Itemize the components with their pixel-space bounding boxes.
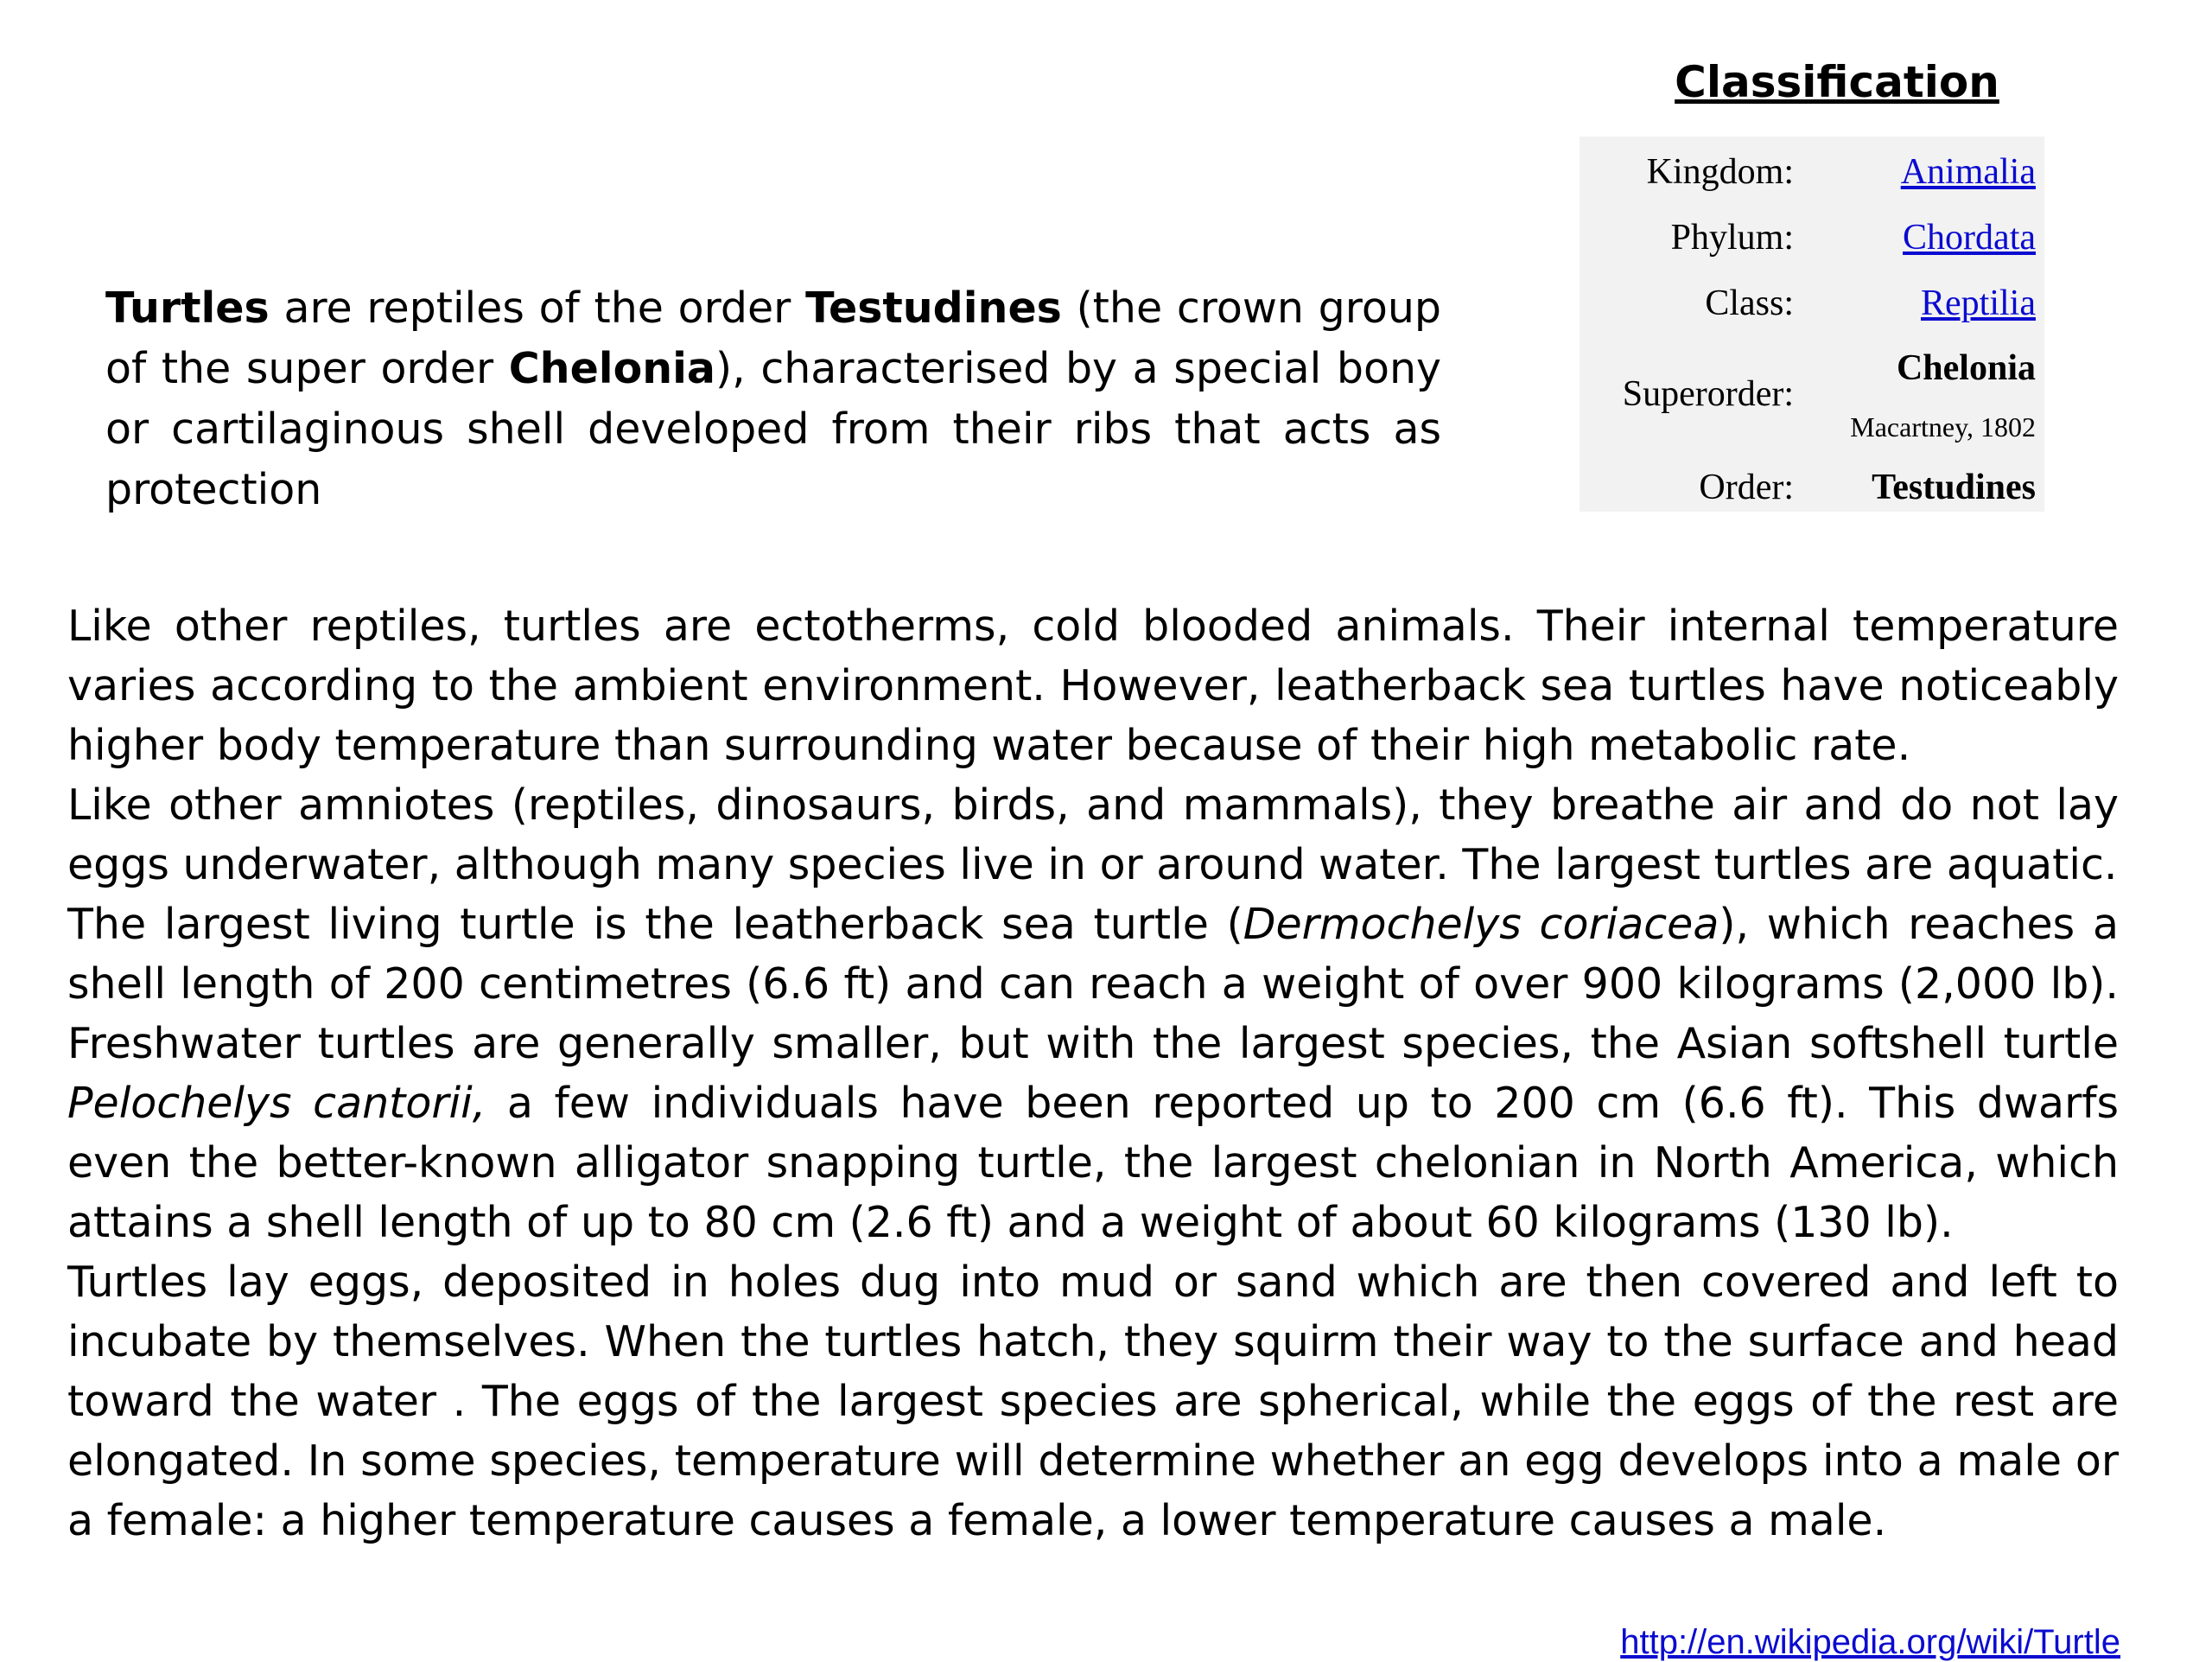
intro-paragraph [105, 278, 1441, 520]
paragraph-amniotes: Like other amniotes (reptiles, dinosaurs, birds, and mammals), they breathe air and do not lay eggs underwater, although many species live in or around water. The largest turtles are aquatic. [67, 780, 2119, 889]
intro-term-chelonia: Chelonia [508, 344, 716, 393]
rank-kingdom: Kingdom: [1646, 152, 1794, 192]
p3-text-1: The largest living turtle is the leatherback sea turtle ( [67, 900, 1243, 949]
kingdom-link[interactable]: Animalia [1900, 152, 2036, 192]
intro-text-1: are reptiles of the order [269, 283, 806, 333]
superorder-name: Chelonia [1896, 348, 2036, 388]
classification-title: Classification [1675, 57, 1999, 107]
rank-class: Class: [1705, 283, 1794, 323]
rank-order: Order: [1699, 468, 1794, 507]
order-value [1872, 467, 2036, 508]
class-link[interactable]: Reptilia [1921, 283, 2036, 323]
intro-term-turtles: Turtles [105, 283, 270, 333]
classification-table [1580, 137, 2044, 512]
rank-phylum: Phylum: [1670, 218, 1794, 258]
order-name: Testudines [1872, 468, 2036, 507]
paragraph-eggs: Turtles lay eggs, deposited in holes dug into mud or sand which are then covered and left to incubate by themselves. When the turtles hatch, they squirm their way to the surface and head toward the water . The eggs of the largest species are spherical, while the eggs of the rest are elongated. In some species, temperature will determine whether an egg develops into a male or a female: a higher temperature causes a female, a lower temperature causes a male. [67, 1258, 2119, 1545]
body-text [67, 596, 2119, 1551]
superorder-value [1897, 347, 2036, 389]
intro-text-2: (the crown group of the super order [105, 283, 1441, 393]
intro-term-testudines: Testudines [805, 283, 1062, 333]
species-pelochelys: Pelochelys cantorii, [67, 1079, 486, 1128]
intro-text-3: ), characterised by a special bony or cartilaginous shell developed from their ribs that acts as protection [105, 344, 1442, 514]
superorder-authority: Macartney, 1802 [1850, 411, 2036, 443]
p3-text-2: ), which reaches a shell length of 200 centimetres (6.6 ft) and can reach a weight of over 900 kilograms (2,000 lb). Freshwater turtles are generally smaller, but with the largest species, the Asian softshell turtle [67, 900, 2119, 1068]
source-link[interactable]: http://en.wikipedia.org/wiki/Turtle [1620, 1623, 2120, 1661]
paragraph-ectotherms: Like other reptiles, turtles are ectotherms, cold blooded animals. Their internal temperature varies according to the ambient environment. However, leatherback sea turtles have noticeably higher body temperature than surrounding water because of their high metabolic rate. [67, 602, 2119, 770]
paragraph-largest-turtle [67, 895, 2119, 1252]
species-dermochelys: Dermochelys coriacea [1243, 900, 1719, 949]
phylum-link[interactable]: Chordata [1903, 218, 2036, 258]
rank-superorder: Superorder: [1622, 374, 1794, 414]
p3-text-3: a few individuals have been reported up to 200 cm (6.6 ft). This dwarfs even the better-known alligator snapping turtle, the largest chelonian in North America, which attains a shell length of up to 80 cm (2.6 ft) and a weight of about 60 kilograms (130 lb). [67, 1079, 2120, 1247]
